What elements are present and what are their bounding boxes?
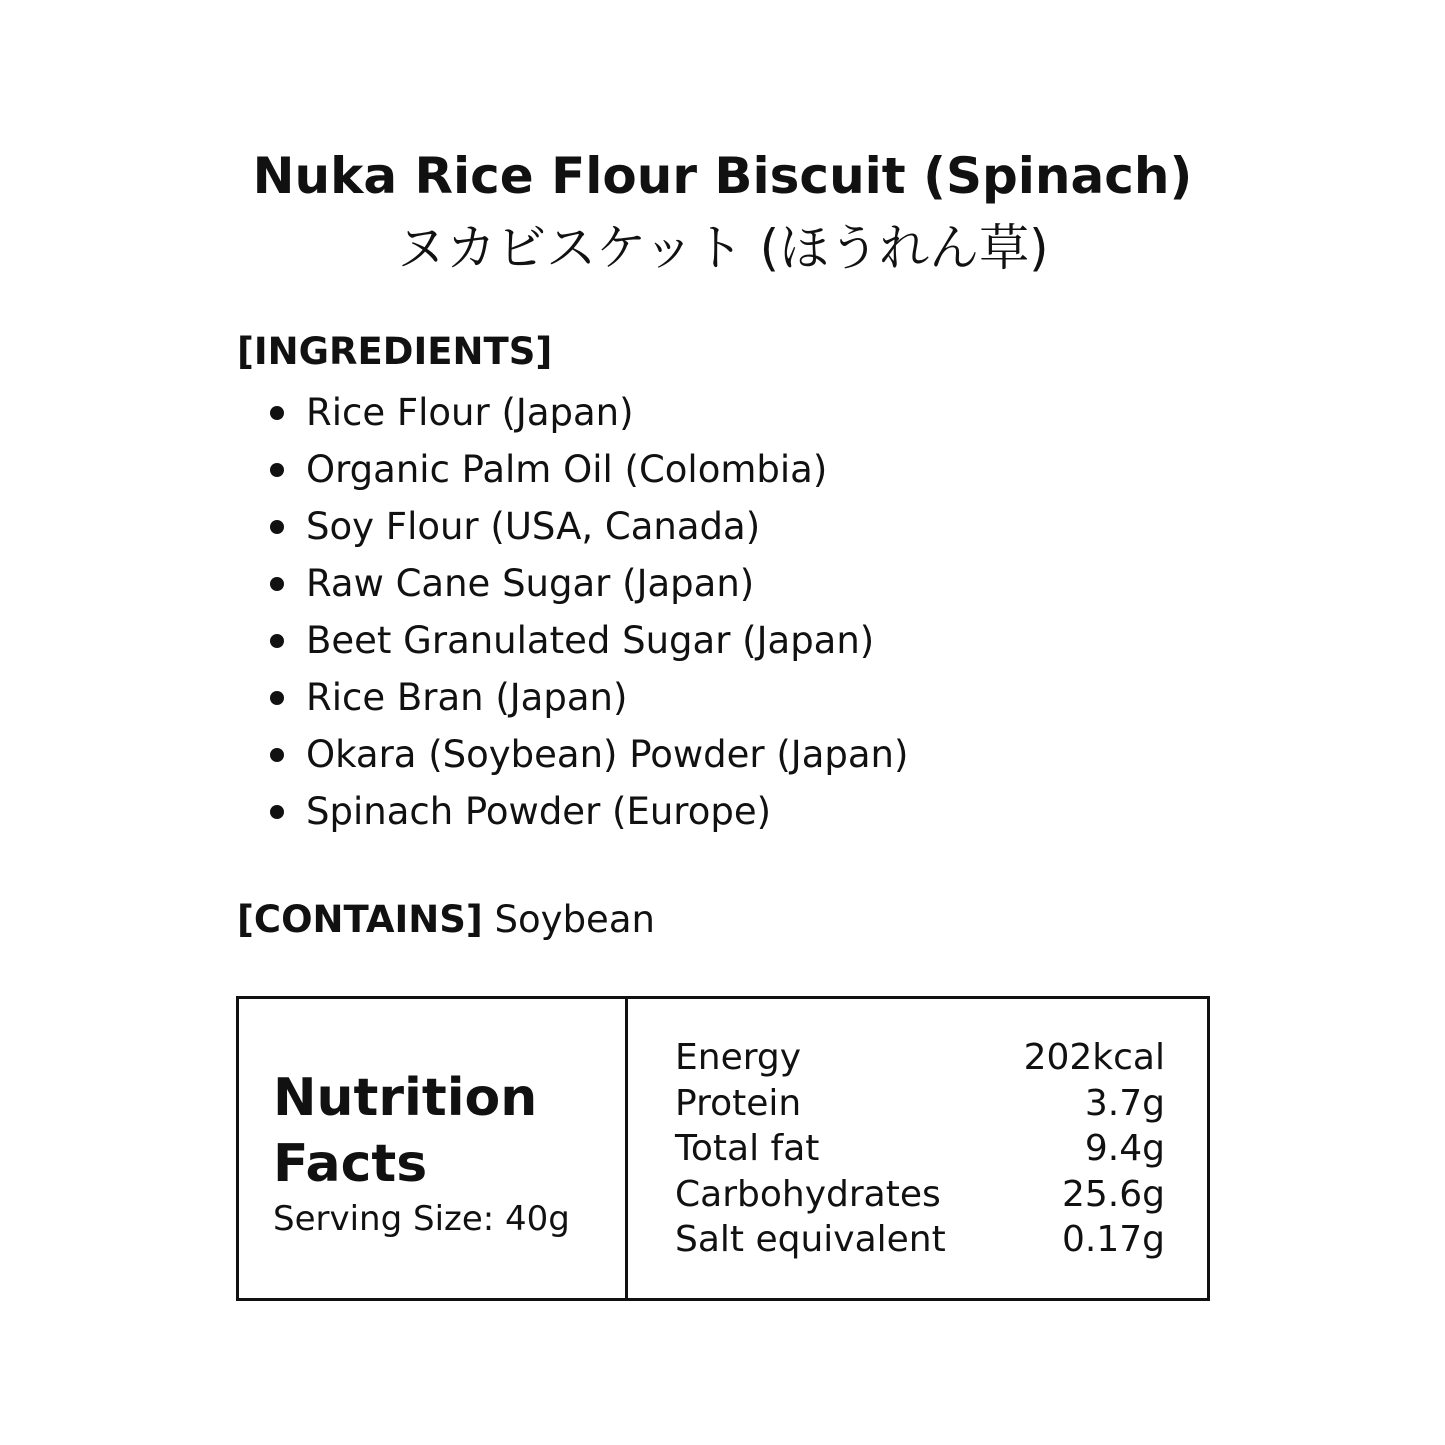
nutrient-value: 9.4g — [1084, 1128, 1165, 1169]
nutrient-name: Total fat — [675, 1128, 820, 1169]
nutrient-value: 0.17g — [1061, 1219, 1165, 1260]
ingredient-text: Rice Flour (Japan) — [306, 391, 634, 434]
ingredient-item — [270, 384, 908, 441]
nutrition-header — [273, 1065, 570, 1241]
contains-value: Soybean — [494, 898, 655, 941]
nutrition-row — [675, 1172, 1165, 1218]
ingredient-text: Spinach Powder (Europe) — [306, 790, 772, 833]
ingredient-item — [270, 726, 908, 783]
bullet-icon — [270, 463, 284, 477]
nutrition-row — [675, 1035, 1165, 1081]
serving-size: Serving Size: 40g — [273, 1199, 570, 1239]
nutrient-name: Energy — [675, 1037, 802, 1078]
ingredients-list — [270, 384, 908, 840]
nutrient-value: 3.7g — [1084, 1082, 1165, 1124]
bullet-icon — [270, 406, 284, 420]
ingredient-item — [270, 612, 908, 669]
ingredient-item — [270, 555, 908, 612]
ingredient-text: Raw Cane Sugar (Japan) — [306, 562, 755, 605]
product-title-english: Nuka Rice Flour Biscuit (Spinach) — [252, 147, 1193, 205]
nutrition-table — [675, 1035, 1165, 1263]
nutrition-heading-line1: Nutrition — [273, 1068, 538, 1128]
nutrient-name: Protein — [675, 1082, 802, 1124]
bullet-icon — [270, 805, 284, 819]
ingredient-text: Beet Granulated Sugar (Japan) — [306, 619, 875, 662]
contains-line — [237, 898, 655, 941]
nutrition-divider — [625, 999, 628, 1298]
product-title-block — [0, 140, 1445, 284]
nutrition-row — [675, 1126, 1165, 1172]
nutrition-heading-line2: Facts — [273, 1134, 428, 1194]
ingredient-item — [270, 498, 908, 555]
ingredient-item — [270, 783, 908, 840]
ingredient-text: Okara (Soybean) Powder (Japan) — [306, 733, 909, 776]
nutrient-name: Carbohydrates — [675, 1173, 941, 1215]
product-title-japanese: ヌカビスケット (ほうれん草) — [396, 219, 1049, 277]
ingredient-text: Rice Bran (Japan) — [306, 676, 628, 719]
bullet-icon — [270, 634, 284, 648]
bullet-icon — [270, 577, 284, 591]
nutrition-row — [675, 1081, 1165, 1127]
ingredient-text: Organic Palm Oil (Colombia) — [306, 448, 828, 491]
contains-label: [CONTAINS] — [237, 898, 483, 941]
nutrient-value: 202kcal — [1023, 1037, 1165, 1078]
nutrition-row — [675, 1217, 1165, 1263]
bullet-icon — [270, 520, 284, 534]
ingredient-text: Soy Flour (USA, Canada) — [306, 505, 761, 548]
nutrient-name: Salt equivalent — [675, 1219, 946, 1260]
ingredient-item — [270, 669, 908, 726]
nutrient-value: 25.6g — [1061, 1173, 1165, 1215]
bullet-icon — [270, 748, 284, 762]
bullet-icon — [270, 691, 284, 705]
ingredients-heading: [INGREDIENTS] — [237, 330, 553, 373]
ingredient-item — [270, 441, 908, 498]
nutrition-facts-box — [236, 996, 1210, 1301]
